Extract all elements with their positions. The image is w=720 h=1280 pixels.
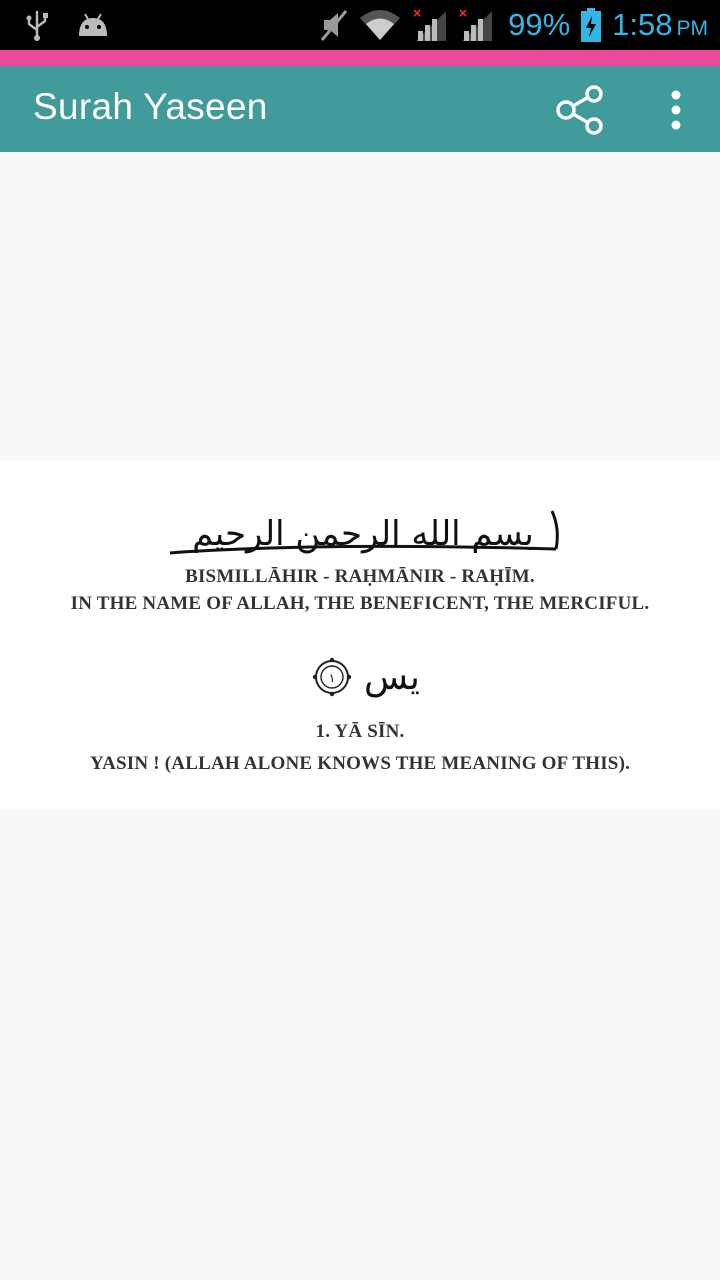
clock-time: 1:58: [612, 7, 673, 42]
mute-icon: [320, 8, 348, 42]
battery-charging-icon: [580, 7, 602, 43]
bismillah-translation: IN THE NAME OF ALLAH, THE BENEFICENT, THE MERCIFUL.: [70, 593, 650, 614]
status-system-icons: [320, 0, 708, 50]
overflow-menu-icon: [656, 86, 696, 134]
accent-stripe: [0, 50, 720, 66]
svg-text:×: ×: [412, 7, 423, 20]
status-bar: [0, 0, 720, 50]
signal-icon: [412, 7, 448, 43]
clock-ampm: PM: [676, 17, 708, 40]
app-title: Surah Yaseen: [33, 86, 268, 127]
wifi-icon: [358, 8, 402, 42]
share-icon: [552, 84, 610, 136]
verse-arabic: يس: [364, 657, 420, 698]
bismillah-transliteration: BISMILLĀHIR - RAḤMĀNIR - RAḤĪM.: [185, 566, 535, 587]
signal-icon: [458, 7, 494, 43]
clock: [612, 7, 708, 43]
surah-page-image: [0, 461, 720, 809]
usb-icon: [22, 8, 52, 42]
status-notifications: [22, 8, 110, 42]
verse-transliteration: 1. YĀ SĪN.: [315, 721, 405, 742]
bismillah-arabic: بسم الله الرحمن الرحيم: [192, 514, 534, 554]
verse-translation: YASIN ! (ALLAH ALONE KNOWS THE MEANING OF THIS).: [89, 753, 631, 774]
share-button[interactable]: [552, 84, 610, 136]
bismillah-calligraphy: [160, 489, 566, 565]
verse-number-badge: ١: [328, 671, 336, 685]
battery-percent: 99%: [508, 7, 571, 42]
android-debug-icon: [76, 10, 110, 40]
svg-text:×: ×: [458, 7, 469, 20]
action-bar: [0, 66, 720, 152]
verse-heading: [310, 651, 422, 701]
overflow-menu-button[interactable]: [656, 86, 696, 134]
